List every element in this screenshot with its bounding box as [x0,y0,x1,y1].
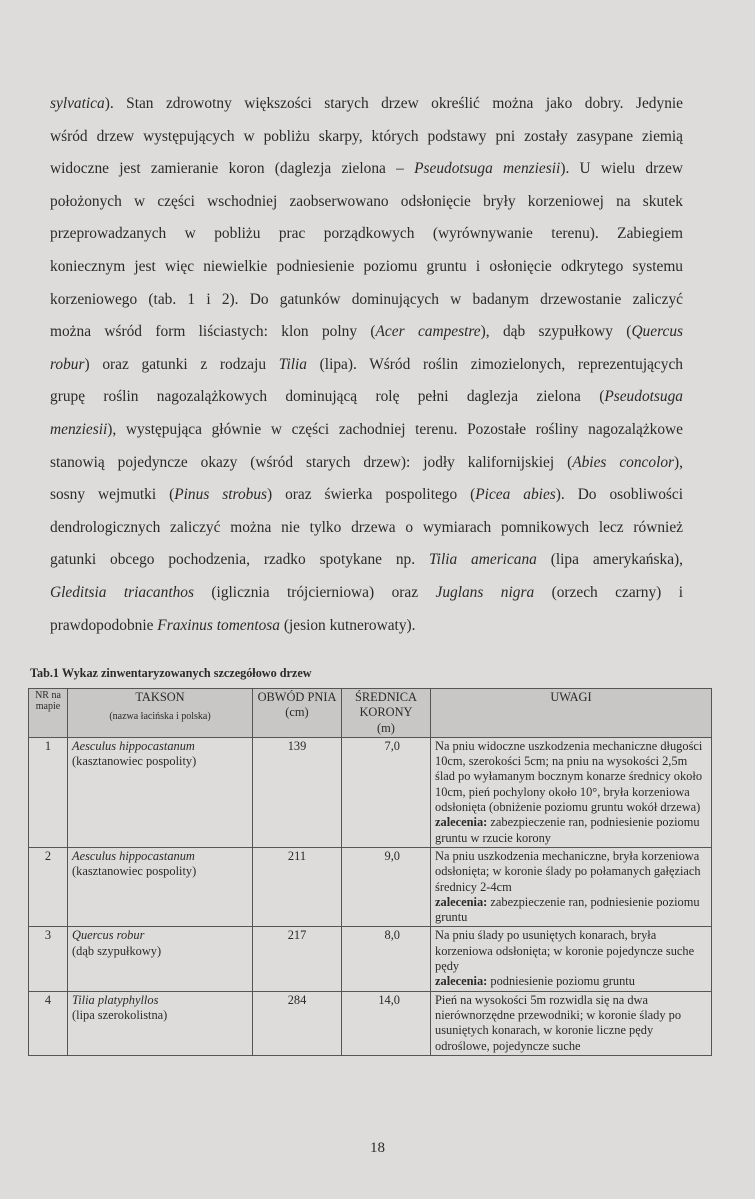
zalecenia-text: zabezpieczenie ran, podniesienie poziomu gruntu w rzucie korony [435,815,700,845]
header-obwod-title: OBWÓD PNIA [257,690,337,704]
taxon-polish: (lipa szerokolistna) [72,1007,168,1022]
cell-srednica: 7,0 [342,737,431,847]
table-caption-text: Wykaz zinwentaryzowanych szczegółowo drzew [59,666,312,680]
uwagi-text: Na pniu ślady po usuniętych konarach, bryła korzeniowa odsłonięta; w koronie pojedyncze suche pędy [435,928,695,974]
cell-takson [68,927,253,991]
cell-nr: 4 [29,991,68,1055]
zalecenia-label: zalecenia: [435,815,488,830]
cell-obwod: 211 [253,847,342,926]
cell-srednica: 14,0 [342,991,431,1055]
tree-inventory-table [28,688,712,1056]
cell-nr: 2 [29,847,68,926]
taxon-latin: Tilia platyphyllos [72,992,159,1007]
cell-obwod: 139 [253,737,342,847]
header-obwod-unit: (cm) [285,705,309,720]
uwagi-text: Pień na wysokości 5m rozwidla się na dwa nierównorzędne przewodniki; w koronie ślady po usuniętych konarach, w koronie liczne pędy odroślowe, pojedyncze suche [435,992,682,1053]
cell-takson [68,991,253,1055]
header-takson-sub: (nazwa łacińska i polska) [109,711,211,723]
table-caption [30,666,312,681]
zalecenia-text: zabezpieczenie ran, podniesienie poziomu gruntu [435,894,700,925]
cell-obwod: 217 [253,927,342,991]
cell-takson [68,847,253,926]
cell-srednica: 9,0 [342,847,431,926]
header-obwod [253,689,342,738]
taxon-polish: (kasztanowiec pospolity) [72,864,197,879]
table-caption-label: Tab.1 [30,666,60,680]
table-row [29,847,712,926]
header-srednica [342,689,431,738]
header-takson-title: TAKSON [135,690,185,704]
zalecenia-label: zalecenia: [435,894,488,909]
header-nr: NR na mapie [29,689,68,738]
body-paragraph: sylvatica). Stan zdrowotny większości starych drzew określić można jako dobry. Jedynie wśród drzew występujących w pobliżu skarpy, których podstawy pni zostały zasypane ziemią widoczne jest zamieranie koron (daglezja zielona – Pseudotsuga menziesii). U wielu drzew położonych w części wschodniej zaobserwowano odsłonięcie bryły korzeniowej na skutek przeprowadzanych w pobliżu prac porządkowych (wyrównywanie terenu). Zabiegiem koniecznym jest więc niewielkie podniesienie poziomu gruntu i osłonięcie odkrytego systemu korzeniowego (tab. 1 i 2). Do gatunków dominujących w badanym drzewostanie zaliczyć można wśród form liściastych: klon polny (Acer campestre), dąb szypułkowy (Quercus robur) oraz gatunki z rodzaju Tilia (lipa). Wśród roślin zimozielonych, reprezentujących grupę roślin nagozalążkowych dominującą rolę pełni daglezja zielona (Pseudotsuga menziesii), występująca głównie w części zachodniej terenu. Pozostałe rośliny nagozalążkowe stanowią pojedyncze okazy (wśród starych drzew): jodły kalifornijskiej (Abies concolor), sosny wejmutki (Pinus strobus) oraz świerka pospolitego (Picea abies). Do osobliwości dendrologicznych zaliczyć można nie tylko drzewa o wymiarach pomnikowych lecz również gatunki obcego pochodzenia, rzadko spotykane np. Tilia americana (lipa amerykańska), Gleditsia triacanthos (iglicznia trójcierniowa) oraz Juglans nigra (orzech czarny) i prawdopodobnie Fraxinus tomentosa (jesion kutnerowaty). [50,95,684,634]
cell-nr: 1 [29,737,68,847]
cell-uwagi [431,847,712,926]
page-number: 18 [370,1140,385,1156]
cell-srednica: 8,0 [342,927,431,991]
uwagi-text: Na pniu uszkodzenia mechaniczne, bryła korzeniowa odsłonięta; w koronie ślady po połamanych gałęziach średnicy 2-4cm [435,848,701,894]
cell-obwod: 284 [253,991,342,1055]
header-takson [68,689,253,738]
table-header-row [29,689,712,738]
header-srednica-title: ŚREDNICA KORONY [355,690,417,720]
cell-nr: 3 [29,927,68,991]
cell-uwagi [431,737,712,847]
zalecenia-text: podniesienie poziomu gruntu [487,974,635,989]
uwagi-text: Na pniu widoczne uszkodzenia mechaniczne długości 10cm, szerokości 5cm; na pniu na wysokości 2,5m ślad po wyłamanym bocznym konarze średnicy około 10cm, pień pochylony około 10°, bryła korzeniowa odsłonięta (obniżenie poziomu gruntu wokół drzewa) [435,738,703,815]
header-srednica-unit: (m) [377,720,395,735]
taxon-latin: Aesculus hippocastanum [72,848,195,863]
header-uwagi: UWAGI [431,689,712,738]
table-row [29,737,712,847]
taxon-latin: Aesculus hippocastanum [72,738,195,753]
taxon-polish: (dąb szypułkowy) [72,943,162,958]
taxon-latin: Quercus robur [72,928,145,943]
table-row [29,927,712,991]
cell-takson [68,737,253,847]
table-row [29,991,712,1055]
zalecenia-label: zalecenia: [435,974,488,989]
cell-uwagi [431,991,712,1055]
taxon-polish: (kasztanowiec pospolity) [72,754,197,769]
cell-uwagi [431,927,712,991]
